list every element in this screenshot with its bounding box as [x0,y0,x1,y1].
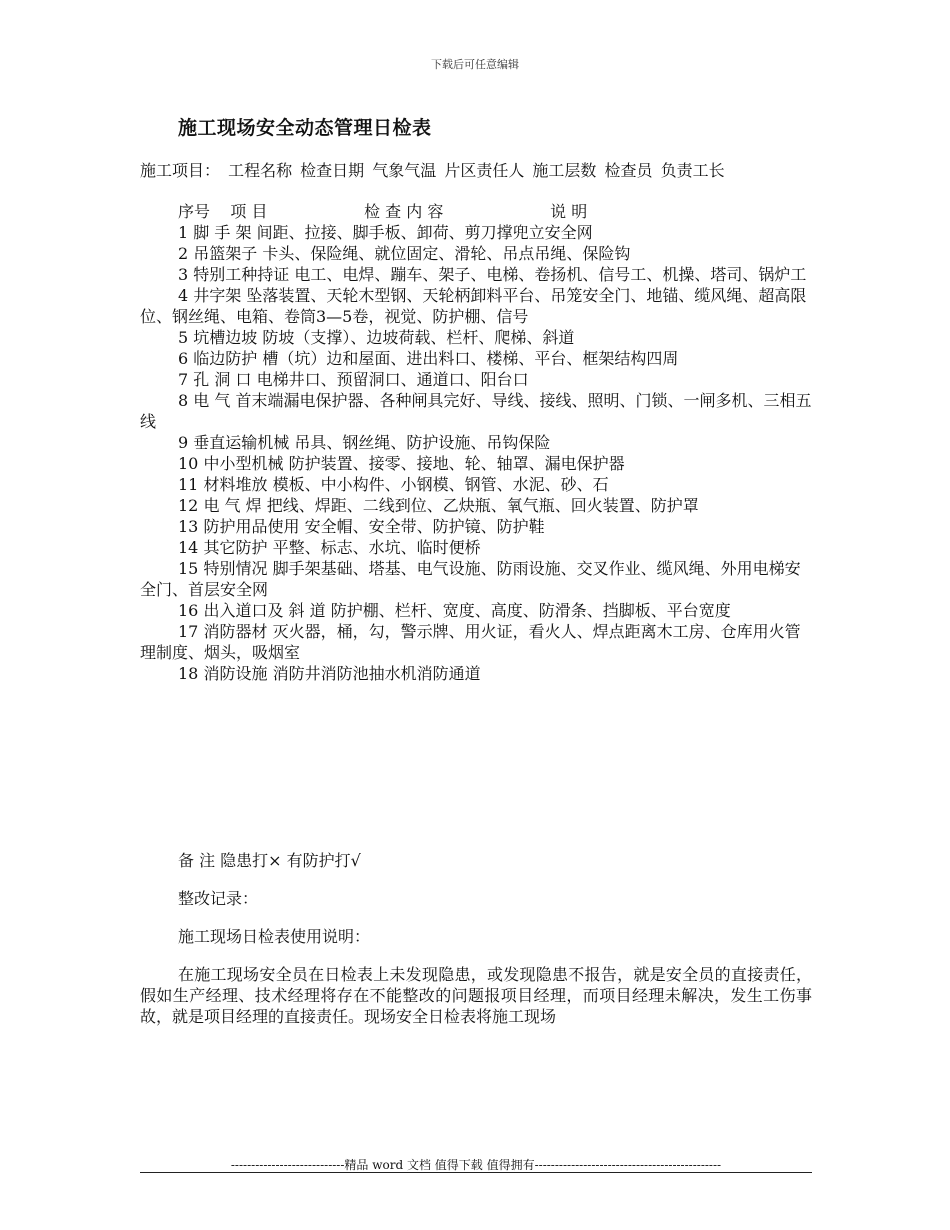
item-content: 灭火器，桶，勾，警示牌、用火证，看火人、焊点距离木工房、仓库用火管理制度、烟头，吸烟室 [140,622,801,662]
inspection-item-row [140,369,812,390]
item-name: 坑槽边坡 [193,328,258,347]
blank-space [140,684,812,850]
item-name: 脚 手 架 [193,223,252,242]
item-number: 5 [178,328,189,347]
item-name: 孔 洞 口 [193,370,252,389]
item-content: 电工、电焊、蹦车、架子、电梯、卷扬机、信号工、机操、塔司、锅炉工 [294,265,807,284]
item-number: 3 [178,265,189,284]
item-name: 消防器材 [203,622,268,641]
inspection-item-row [140,390,812,432]
item-content: 电梯井口、预留洞口、通道口、阳台口 [256,370,529,389]
inspection-item-row [140,243,812,264]
table-header [140,201,812,222]
item-number: 11 [178,475,199,494]
item-number: 7 [178,370,189,389]
item-content: 模板、中小构件、小钢模、钢管、水泥、砂、石 [272,475,609,494]
item-content: 吊具、钢丝绳、防护设施、吊钩保险 [294,433,551,452]
item-name: 特别工种持证 [193,265,290,284]
item-content: 防护棚、栏杆、宽度、高度、防滑条、挡脚板、平台宽度 [330,601,731,620]
inspection-item-row [140,474,812,495]
inspection-item-row [140,264,812,285]
item-name: 出入道口及 斜 道 [203,601,326,620]
item-name: 消防设施 [203,664,268,683]
item-number: 1 [178,223,189,242]
item-content: 防护装置、接零、接地、轮、轴罩、漏电保护器 [288,454,625,473]
item-content: 防坡（支撑）、边坡荷载、栏杆、爬梯、斜道 [262,328,575,347]
usage-instructions-paragraph: 在施工现场安全员在日检表上未发现隐患，或发现隐患不报告，就是安全员的直接责任，假如生产经理、技术经理将存在不能整改的问题报项目经理，而项目经理未解决，发生工伤事故，就是项目经理的直接责任。现场安全日检表将施工现场 [140,965,812,1026]
item-content: 坠落装置、天轮木型钢、天轮柄卸料平台、吊笼安全门、地锚、缆风绳、超高限位、钢丝绳、电箱、卷筒3—5卷，视觉、防护棚、信号 [140,286,807,326]
header-note: 下载后可任意编辑 [431,58,519,71]
item-name: 电 气 [193,391,231,410]
inspection-item-row [140,348,812,369]
item-content: 把线、焊距、二线到位、乙炔瓶、氧气瓶、回火装置、防护罩 [266,496,699,515]
inspection-item-row [140,600,812,621]
item-content: 槽（坑）边和屋面、进出料口、楼梯、平台、框架结构四周 [262,349,679,368]
remark-line: 备 注 隐患打× 有防护打√ [178,851,361,870]
item-number: 8 [178,391,189,410]
item-number: 14 [178,538,199,557]
item-content: 消防井消防池抽水机消防通道 [272,664,481,683]
inspection-item-row [140,327,812,348]
item-content: 安全帽、安全带、防护镜、防护鞋 [304,517,545,536]
item-number: 12 [178,496,199,515]
item-number: 2 [178,244,189,263]
inspection-items-list [140,222,812,684]
inspection-item-row [140,432,812,453]
item-number: 17 [178,622,199,641]
header-item: 项 目 [230,202,268,221]
item-name: 中小型机械 [203,454,284,473]
inspection-item-row [140,453,812,474]
rectification-record-label: 整改记录： [178,889,259,908]
inspection-item-row [140,537,812,558]
inspection-item-row [140,222,812,243]
header-remark: 说 明 [550,202,588,221]
inspection-item-row [140,516,812,537]
item-name: 井字架 [193,286,242,305]
item-name: 防护用品使用 [203,517,300,536]
header-content: 检 查 内 容 [364,202,444,221]
document-body [140,160,812,1027]
item-number: 13 [178,517,199,536]
inspection-item-row [140,285,812,327]
inspection-item-row [140,663,812,684]
item-content: 平整、标志、水坑、临时便桥 [272,538,481,557]
project-fields-line: 施工项目： 工程名称 检查日期 气象气温 片区责任人 施工层数 检查员 负责工长 [140,161,725,180]
inspection-item-row [140,495,812,516]
item-name: 吊篮架子 [193,244,258,263]
item-content: 首末端漏电保护器、各种闸具完好、导线、接线、照明、门锁、一闸多机、三相五线 [140,391,812,431]
item-name: 特别情况 [203,559,268,578]
document-title: 施工现场安全动态管理日检表 [178,117,432,139]
item-name: 临边防护 [193,349,258,368]
item-number: 10 [178,454,199,473]
item-name: 垂直运输机械 [193,433,290,452]
usage-instructions-heading: 施工现场日检表使用说明： [178,927,371,946]
inspection-item-row [140,621,812,663]
footer-rule [140,1172,812,1173]
header-seq: 序号 [178,202,211,221]
inspection-item-row [140,558,812,600]
item-content: 间距、拉接、脚手板、卸荷、剪刀撑兜立安全网 [256,223,593,242]
item-number: 4 [178,286,189,305]
item-name: 电 气 焊 [203,496,262,515]
item-name: 其它防护 [203,538,268,557]
item-number: 9 [178,433,189,452]
item-number: 18 [178,664,199,683]
item-number: 15 [178,559,199,578]
item-number: 16 [178,601,199,620]
item-content: 脚手架基础、塔基、电气设施、防雨设施、交叉作业、缆风绳、外用电梯安全门、首层安全网 [140,559,801,599]
footer-text: ----------------------------精品 word 文档 值得下载 值得拥有---------------------------------------------- [230,1158,722,1172]
item-name: 材料堆放 [203,475,268,494]
item-content: 卡头、保险绳、就位固定、滑轮、吊点吊绳、保险钩 [262,244,631,263]
item-number: 6 [178,349,189,368]
